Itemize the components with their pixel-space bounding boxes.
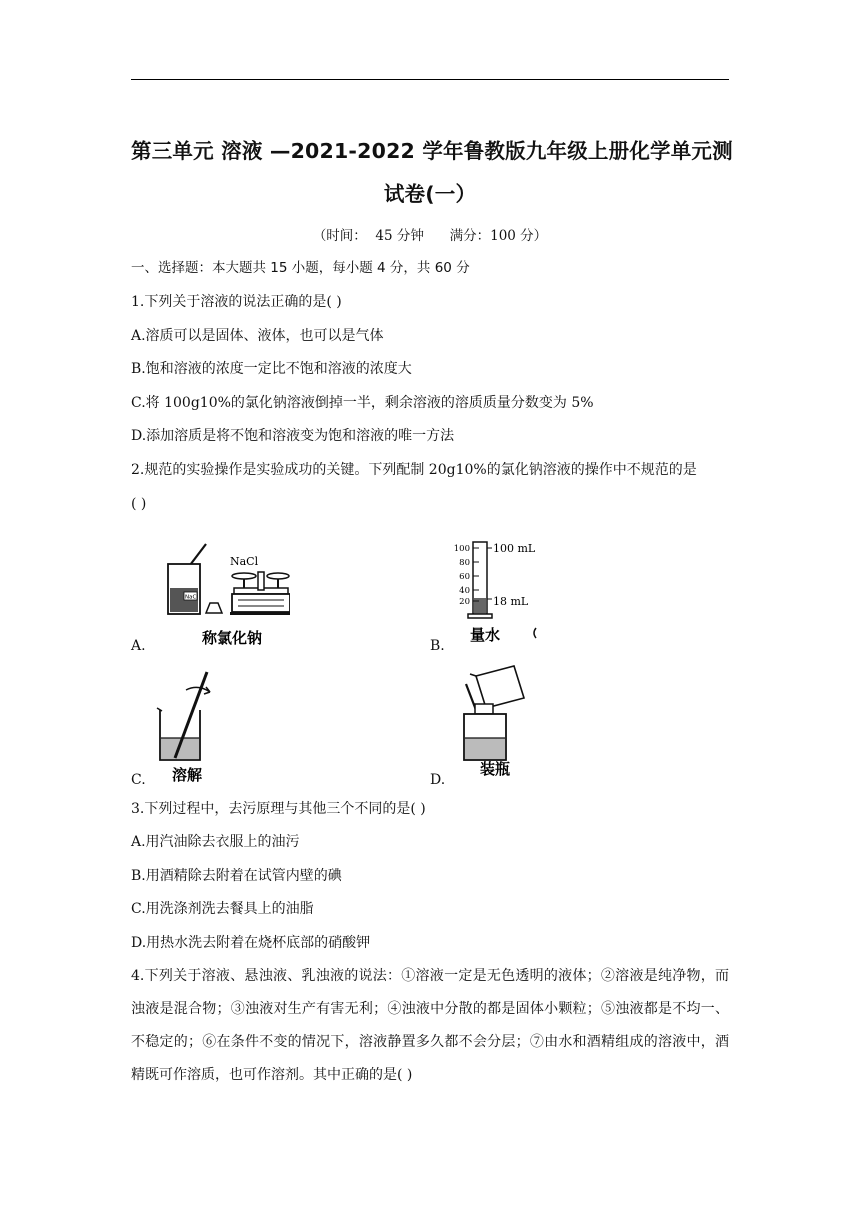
- tick-label: 100: [453, 544, 470, 554]
- tick-label: 20: [459, 597, 470, 607]
- q3-option-b: B.用酒精除去附着在试管内壁的碘: [131, 868, 342, 884]
- q3-option-d: D.用热水洗去附着在烧杯底部的硝酸钾: [131, 935, 371, 951]
- q1-option-d: D.添加溶质是将不饱和溶液变为饱和溶液的唯一方法: [131, 428, 455, 444]
- q2-stem-paren: ( ): [131, 496, 147, 512]
- q2-option-d-label: D.: [430, 772, 446, 788]
- caption-dissolve: 溶解: [172, 766, 203, 784]
- q2-option-a-label: A.: [131, 638, 146, 654]
- header-rule: [131, 79, 729, 80]
- caption-bottle: 装瓶: [480, 760, 511, 778]
- q2-option-b-label: B.: [430, 638, 445, 654]
- tick-label: 60: [459, 572, 470, 582]
- caption-weigh: 称氯化钠: [202, 629, 263, 647]
- page-title-line2: 试卷(一）: [383, 182, 477, 206]
- section-heading: 一、选择题：本大题共 15 小题，每小题 4 分，共 60 分: [131, 260, 470, 276]
- exam-info: （时间： 45 分钟 满分：100 分）: [312, 228, 548, 244]
- q4-stem: 4.下列关于溶液、悬浊液、乳浊液的说法：①溶液一定是无色透明的液体；②溶液是纯净物，而浊液是混合物；③浊液对生产有害无利；④浊液中分散的都是固体小颗粒；⑤浊液都是不均一、不稳定的；⑥在条件不变的情况下，溶液静置多久都不会分层；⑦由水和酒精组成的溶液中，酒精既可作溶质，也可作溶剂。其中正确的是( ): [131, 968, 729, 1083]
- tick-label: 40: [459, 586, 470, 596]
- q2-stem: 2.规范的实验操作是实验成功的关键。下列配制 20g10%的氯化钠溶液的操作中不规范的是: [131, 462, 697, 478]
- tick-label: 80: [459, 558, 470, 568]
- q3-stem: 3.下列过程中，去污原理与其他三个不同的是( ): [131, 801, 426, 817]
- q2-figure-b: [446, 536, 556, 648]
- q1-option-a: A.溶质可以是固体、液体，也可以是气体: [131, 328, 384, 344]
- q3-option-c: C.用洗涤剂洗去餐具上的油脂: [131, 901, 314, 917]
- q2-figure-d: [452, 662, 542, 780]
- q1-option-b: B.饱和溶液的浓度一定比不饱和溶液的浓度大: [131, 361, 412, 377]
- q1-stem: 1.下列关于溶液的说法正确的是( ): [131, 294, 342, 310]
- page-title-line1: 第三单元 溶液 —2021-2022 学年鲁教版九年级上册化学单元测: [131, 139, 733, 163]
- q1-option-c: C.将 100g10%的氯化钠溶液倒掉一半，剩余溶液的溶质质量分数变为 5%: [131, 395, 594, 411]
- jar-label: NaCl: [185, 594, 198, 601]
- q3-option-a: A.用汽油除去衣服上的油污: [131, 834, 300, 850]
- q2-option-c-label: C.: [131, 772, 146, 788]
- caption-measure: 量水: [470, 626, 501, 644]
- q2-figure-a: [160, 540, 290, 650]
- nacl-label: NaCl: [230, 555, 259, 568]
- q2-figure-c: [150, 670, 230, 785]
- cylinder-level-label: 18 mL: [493, 595, 529, 608]
- cylinder-top-label: 100 mL: [493, 542, 536, 555]
